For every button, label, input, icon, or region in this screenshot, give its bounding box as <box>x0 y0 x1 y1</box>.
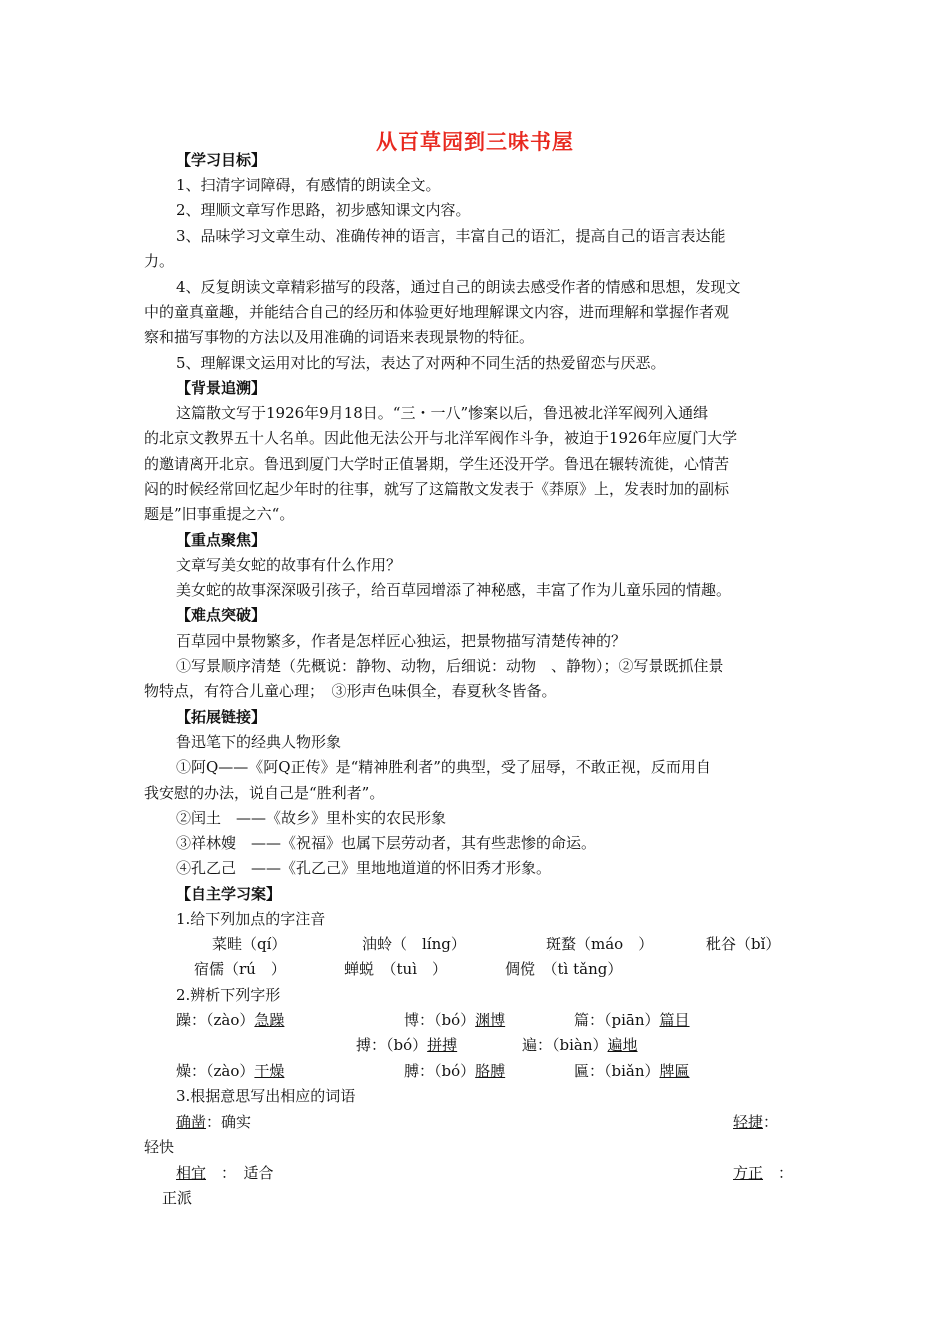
extension-line: ②闰土 ——《故乡》里朴实的农民形象 <box>176 809 447 827</box>
glyph-pair: 遍：（biàn）遍地 <box>522 1036 638 1054</box>
vocab-item: 正派 <box>162 1189 193 1207</box>
goal-line: 5、理解课文运用对比的写法，表达了对两种不同生活的热爱留恋与厌恶。 <box>176 354 666 372</box>
heading-self-study: 【自主学习案】 <box>176 885 282 903</box>
glyph-pair: 博：（bó）渊博 <box>404 1011 506 1029</box>
heading-goals: 【学习目标】 <box>176 151 267 169</box>
focus-line: 文章写美女蛇的故事有什么作用？ <box>176 556 402 574</box>
glyph-pair: 匾：（biǎn）牌匾 <box>574 1062 690 1080</box>
background-line: 题是”旧事重提之六“。 <box>144 505 295 523</box>
pinyin-item: 蝉蜕 （tuì ） <box>344 960 447 978</box>
extension-line: 鲁迅笔下的经典人物形象 <box>176 733 342 751</box>
vocab-item: 轻快 <box>144 1138 175 1156</box>
goal-line: 力。 <box>144 252 175 270</box>
goal-line: 4、反复朗读文章精彩描写的段落，通过自己的朗读去感受作者的情感和思想，发现文 <box>176 278 741 296</box>
vocab-item: 轻捷： <box>733 1113 779 1131</box>
heading-difficulty: 【难点突破】 <box>176 606 267 624</box>
heading-extension: 【拓展链接】 <box>176 708 267 726</box>
glyph-pair: 搏：（bó）拼搏 <box>356 1036 458 1054</box>
question-1-label: 1.给下列加点的字注音 <box>176 910 326 928</box>
question-2-label: 2.辨析下列字形 <box>176 986 281 1004</box>
pinyin-item: 油蛉（ líng） <box>362 935 466 953</box>
difficulty-line: 物特点，有符合儿童心理； ③形声色味俱全，春夏秋冬皆备。 <box>144 682 557 700</box>
glyph-pair: 燥：（zào）干燥 <box>176 1062 285 1080</box>
extension-line: ③祥林嫂 ——《祝福》也属下层劳动者，其有些悲惨的命运。 <box>176 834 597 852</box>
background-line: 的北京文教界五十人名单。因此他无法公开与北洋军阀作斗争，被迫于1926年应厦门大学 <box>144 429 738 447</box>
glyph-pair: 篇：（piān）篇目 <box>574 1011 690 1029</box>
pinyin-item: 宿儒（rú ） <box>194 960 286 978</box>
goal-line: 2、理顺文章写作思路，初步感知课文内容。 <box>176 201 471 219</box>
pinyin-item: 秕谷（bǐ） <box>706 935 781 953</box>
pinyin-item: 菜畦（qí） <box>212 935 287 953</box>
page-title: 从百草园到三味书屋 <box>376 130 574 154</box>
glyph-pair: 膊：（bó）胳膊 <box>404 1062 506 1080</box>
pinyin-item: 斑蝥（máo ） <box>546 935 654 953</box>
focus-line: 美女蛇的故事深深吸引孩子，给百草园增添了神秘感，丰富了作为儿童乐园的情趣。 <box>176 581 732 599</box>
background-line: 这篇散文写于1926年9月18日。“三・一八”惨案以后，鲁迅被北洋军阀列入通缉 <box>176 404 709 422</box>
difficulty-line: ①写景顺序清楚（先概说：静物、动物，后细说：动物 、静物）；②写景既抓住景 <box>176 657 724 675</box>
background-line: 的邀请离开北京。鲁迅到厦门大学时正值暑期，学生还没开学。鲁迅在辗转流徙，心情苦 <box>144 455 730 473</box>
background-line: 闷的时候经常回忆起少年时的往事，就写了这篇散文发表于《莽原》上，发表时加的副标 <box>144 480 730 498</box>
extension-line: ①阿Q——《阿Q正传》是“精神胜利者”的典型，受了屈辱，不敢正视，反而用自 <box>176 758 711 776</box>
goal-line: 1、扫清字词障碍，有感情的朗读全文。 <box>176 176 441 194</box>
vocab-item: 确凿：确实 <box>176 1113 252 1131</box>
heading-background: 【背景追溯】 <box>176 379 267 397</box>
glyph-pair: 躁：（zào）急躁 <box>176 1011 285 1029</box>
extension-line: ④孔乙己 ——《孔乙己》里地地道道的怀旧秀才形象。 <box>176 859 552 877</box>
goal-line: 3、品味学习文章生动、准确传神的语言，丰富自己的语汇，提高自己的语言表达能 <box>176 227 726 245</box>
vocab-item: 方正 ： <box>733 1164 794 1182</box>
vocab-item: 相宜 ： 适合 <box>176 1164 274 1182</box>
pinyin-item: 倜傥 （tì tǎng） <box>505 960 623 978</box>
goal-line: 中的童真童趣，并能结合自己的经历和体验更好地理解课文内容，进而理解和掌握作者观 <box>144 303 730 321</box>
question-3-label: 3.根据意思写出相应的词语 <box>176 1087 356 1105</box>
extension-line: 我安慰的办法，说自己是“胜利者”。 <box>144 784 385 802</box>
goal-line: 察和描写事物的方法以及用准确的词语来表现景物的特征。 <box>144 328 535 346</box>
difficulty-line: 百草园中景物繁多，作者是怎样匠心独运，把景物描写清楚传神的？ <box>176 632 627 650</box>
heading-focus: 【重点聚焦】 <box>176 531 267 549</box>
